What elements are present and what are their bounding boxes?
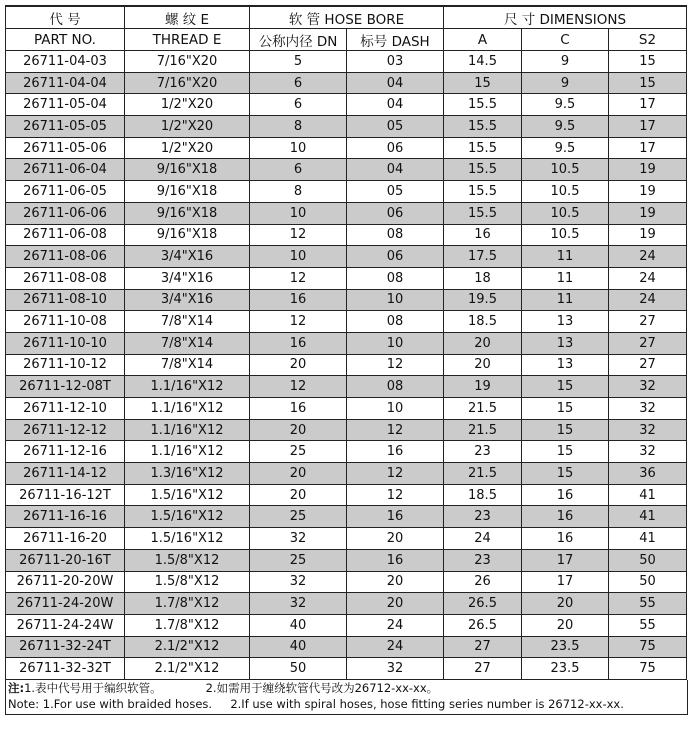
dim-a-cell: 15.5 (444, 159, 522, 181)
table-row (6, 72, 687, 94)
table-row (6, 159, 687, 181)
dash-cell: 06 (347, 137, 444, 159)
dash-cell: 20 (347, 571, 444, 593)
dim-s2-cell: 15 (609, 51, 687, 73)
table-row (6, 332, 687, 354)
dn-cell: 20 (250, 419, 347, 441)
dim-s2-cell: 24 (609, 246, 687, 268)
dim-s2-cell: 15 (609, 72, 687, 94)
table-row (6, 94, 687, 116)
dn-cell: 12 (250, 311, 347, 333)
dash-cell: 16 (347, 506, 444, 528)
dim-a-cell: 17.5 (444, 246, 522, 268)
table-row (6, 116, 687, 138)
dn-cell: 20 (250, 484, 347, 506)
notes-en-line: Note: 1.For use with braided hoses. 2.If use with spiral hoses, hose fitting series number is 26712-xx-xx. (8, 696, 624, 711)
thread-cell: 9/16"X18 (125, 159, 250, 181)
table-body (6, 51, 687, 680)
part-no-cell: 26711-08-06 (6, 246, 125, 268)
table-row (6, 419, 687, 441)
dim-a-cell: 16 (444, 224, 522, 246)
part-no-cell: 26711-05-05 (6, 116, 125, 138)
dim-s2-cell: 17 (609, 94, 687, 116)
part-no-cell: 26711-06-06 (6, 202, 125, 224)
thread-cell: 1.7/8"X12 (125, 614, 250, 636)
thread-cell: 1.5/16"X12 (125, 528, 250, 550)
dash-header: 标号 DASH (347, 29, 444, 51)
thread-cell: 1/2"X20 (125, 137, 250, 159)
dim-a-cell: 24 (444, 528, 522, 550)
part-no-header-en: PART NO. (6, 29, 125, 51)
dim-a-cell: 23 (444, 506, 522, 528)
thread-cell: 9/16"X18 (125, 224, 250, 246)
dn-cell: 12 (250, 224, 347, 246)
thread-cell: 1.3/16"X12 (125, 463, 250, 485)
fitting-dimensions-table (5, 5, 687, 680)
dn-cell: 10 (250, 202, 347, 224)
dn-cell: 5 (250, 51, 347, 73)
thread-cell: 1.5/16"X12 (125, 506, 250, 528)
dim-c-cell: 16 (522, 484, 609, 506)
dim-a-cell: 27 (444, 636, 522, 658)
part-no-cell: 26711-12-10 (6, 398, 125, 420)
part-no-cell: 26711-04-04 (6, 72, 125, 94)
dash-cell: 12 (347, 419, 444, 441)
dim-c-cell: 13 (522, 311, 609, 333)
dn-cell: 16 (250, 332, 347, 354)
dash-cell: 10 (347, 398, 444, 420)
thread-cell: 1.1/16"X12 (125, 441, 250, 463)
dim-c-cell: 9.5 (522, 116, 609, 138)
dim-a-cell: 26.5 (444, 593, 522, 615)
dn-cell: 25 (250, 549, 347, 571)
dim-c-cell: 15 (522, 463, 609, 485)
part-no-cell: 26711-05-04 (6, 94, 125, 116)
dim-a-cell: 19.5 (444, 289, 522, 311)
part-no-cell: 26711-08-10 (6, 289, 125, 311)
thread-cell: 2.1/2"X12 (125, 658, 250, 680)
dn-cell: 12 (250, 267, 347, 289)
dim-s2-header: S2 (609, 29, 687, 51)
dim-a-cell: 27 (444, 658, 522, 680)
thread-cell: 3/4"X16 (125, 289, 250, 311)
dim-c-cell: 10.5 (522, 224, 609, 246)
dim-s2-cell: 50 (609, 549, 687, 571)
part-no-cell: 26711-16-12T (6, 484, 125, 506)
dim-s2-cell: 32 (609, 376, 687, 398)
dn-cell: 8 (250, 116, 347, 138)
dn-cell: 8 (250, 181, 347, 203)
part-no-cell: 26711-08-08 (6, 267, 125, 289)
dim-a-cell: 23 (444, 441, 522, 463)
dim-a-cell: 14.5 (444, 51, 522, 73)
dim-a-cell: 15.5 (444, 137, 522, 159)
dim-a-cell: 19 (444, 376, 522, 398)
dim-s2-cell: 27 (609, 332, 687, 354)
dim-c-cell: 20 (522, 614, 609, 636)
dash-cell: 04 (347, 159, 444, 181)
part-no-cell: 26711-32-32T (6, 658, 125, 680)
dim-s2-cell: 75 (609, 658, 687, 680)
dn-header: 公称内径 DN (250, 29, 347, 51)
dim-s2-cell: 17 (609, 137, 687, 159)
dimensions-header: 尺 寸 DIMENSIONS (444, 6, 687, 29)
table-row (6, 484, 687, 506)
table-row (6, 224, 687, 246)
thread-cell: 7/16"X20 (125, 72, 250, 94)
dim-a-header: A (444, 29, 522, 51)
dim-c-cell: 10.5 (522, 181, 609, 203)
dim-a-cell: 18.5 (444, 484, 522, 506)
dim-a-cell: 26.5 (444, 614, 522, 636)
thread-cell: 9/16"X18 (125, 181, 250, 203)
dim-a-cell: 21.5 (444, 419, 522, 441)
header-row-sub (6, 29, 687, 51)
part-no-cell: 26711-12-16 (6, 441, 125, 463)
thread-cell: 1.7/8"X12 (125, 593, 250, 615)
part-no-cell: 26711-20-16T (6, 549, 125, 571)
note-cn-2: 2.如需用于缠绕软管代号改为26712-xx-xx。 (205, 680, 439, 695)
table-row (6, 658, 687, 680)
dim-c-cell: 15 (522, 419, 609, 441)
dim-a-cell: 23 (444, 549, 522, 571)
dim-s2-cell: 19 (609, 159, 687, 181)
notes-cn-line (8, 680, 687, 696)
note-cn-1: 1.表中代号用于编织软管。 (24, 680, 162, 695)
dim-s2-cell: 32 (609, 441, 687, 463)
dim-a-cell: 20 (444, 354, 522, 376)
table-row (6, 549, 687, 571)
dim-s2-cell: 19 (609, 202, 687, 224)
thread-header-en: THREAD E (125, 29, 250, 51)
dim-c-cell: 13 (522, 332, 609, 354)
dim-s2-cell: 17 (609, 116, 687, 138)
dash-cell: 08 (347, 267, 444, 289)
thread-cell: 1.1/16"X12 (125, 419, 250, 441)
table-row (6, 51, 687, 73)
dim-a-cell: 21.5 (444, 463, 522, 485)
thread-cell: 1.5/8"X12 (125, 549, 250, 571)
table-row (6, 267, 687, 289)
table-row (6, 506, 687, 528)
part-no-cell: 26711-10-10 (6, 332, 125, 354)
table-row (6, 398, 687, 420)
dn-cell: 16 (250, 398, 347, 420)
thread-cell: 3/4"X16 (125, 267, 250, 289)
table-row (6, 441, 687, 463)
dn-cell: 12 (250, 376, 347, 398)
table-row (6, 593, 687, 615)
dash-cell: 04 (347, 94, 444, 116)
dash-cell: 05 (347, 116, 444, 138)
dim-c-cell: 16 (522, 528, 609, 550)
thread-header-cn: 螺 纹 E (125, 6, 250, 29)
dash-cell: 20 (347, 593, 444, 615)
dim-s2-cell: 19 (609, 181, 687, 203)
table-row (6, 376, 687, 398)
thread-cell: 1.1/16"X12 (125, 376, 250, 398)
dim-c-cell: 9.5 (522, 94, 609, 116)
dim-a-cell: 21.5 (444, 398, 522, 420)
dim-s2-cell: 41 (609, 484, 687, 506)
dn-cell: 32 (250, 593, 347, 615)
dash-cell: 32 (347, 658, 444, 680)
part-no-cell: 26711-16-16 (6, 506, 125, 528)
dim-c-cell: 23.5 (522, 658, 609, 680)
dim-s2-cell: 19 (609, 224, 687, 246)
table-row (6, 181, 687, 203)
dn-cell: 40 (250, 614, 347, 636)
part-no-cell: 26711-06-05 (6, 181, 125, 203)
dim-c-cell: 11 (522, 289, 609, 311)
dn-cell: 10 (250, 137, 347, 159)
part-no-cell: 26711-14-12 (6, 463, 125, 485)
dim-s2-cell: 41 (609, 528, 687, 550)
dn-cell: 6 (250, 72, 347, 94)
table-row (6, 636, 687, 658)
dash-cell: 08 (347, 376, 444, 398)
dash-cell: 24 (347, 636, 444, 658)
dim-c-cell: 13 (522, 354, 609, 376)
dash-cell: 08 (347, 224, 444, 246)
notes-label: 注: (8, 680, 25, 695)
dim-s2-cell: 50 (609, 571, 687, 593)
dim-c-cell: 9 (522, 72, 609, 94)
dim-a-cell: 15 (444, 72, 522, 94)
dim-c-cell: 17 (522, 549, 609, 571)
table-row (6, 137, 687, 159)
dn-cell: 6 (250, 94, 347, 116)
dim-s2-cell: 27 (609, 354, 687, 376)
dash-cell: 20 (347, 528, 444, 550)
dim-c-cell: 9 (522, 51, 609, 73)
part-no-cell: 26711-12-08T (6, 376, 125, 398)
hose-bore-header: 软 管 HOSE BORE (250, 6, 444, 29)
dim-a-cell: 15.5 (444, 202, 522, 224)
dim-a-cell: 26 (444, 571, 522, 593)
dim-a-cell: 15.5 (444, 116, 522, 138)
dim-c-cell: 15 (522, 376, 609, 398)
spec-sheet (5, 5, 686, 715)
dim-s2-cell: 27 (609, 311, 687, 333)
dim-s2-cell: 55 (609, 614, 687, 636)
dn-cell: 16 (250, 289, 347, 311)
dash-cell: 16 (347, 549, 444, 571)
thread-cell: 7/8"X14 (125, 311, 250, 333)
table-row (6, 354, 687, 376)
dim-s2-cell: 36 (609, 463, 687, 485)
dim-c-cell: 15 (522, 398, 609, 420)
table-row (6, 463, 687, 485)
dash-cell: 10 (347, 289, 444, 311)
dash-cell: 16 (347, 441, 444, 463)
dash-cell: 05 (347, 181, 444, 203)
dash-cell: 04 (347, 72, 444, 94)
dn-cell: 50 (250, 658, 347, 680)
dash-cell: 24 (347, 614, 444, 636)
part-no-cell: 26711-10-12 (6, 354, 125, 376)
table-row (6, 246, 687, 268)
dash-cell: 12 (347, 463, 444, 485)
part-no-cell: 26711-04-03 (6, 51, 125, 73)
dn-cell: 32 (250, 528, 347, 550)
part-no-cell: 26711-32-24T (6, 636, 125, 658)
dim-c-cell: 11 (522, 267, 609, 289)
part-no-cell: 26711-20-20W (6, 571, 125, 593)
thread-cell: 1.5/8"X12 (125, 571, 250, 593)
part-no-cell: 26711-24-20W (6, 593, 125, 615)
part-no-cell: 26711-05-06 (6, 137, 125, 159)
thread-cell: 7/8"X14 (125, 354, 250, 376)
dn-cell: 32 (250, 571, 347, 593)
dash-cell: 08 (347, 311, 444, 333)
dim-s2-cell: 32 (609, 419, 687, 441)
dn-cell: 40 (250, 636, 347, 658)
dash-cell: 10 (347, 332, 444, 354)
header-row-top (6, 6, 687, 29)
table-row (6, 289, 687, 311)
dim-c-cell: 17 (522, 571, 609, 593)
notes-section (5, 680, 688, 715)
dim-c-cell: 23.5 (522, 636, 609, 658)
dash-cell: 03 (347, 51, 444, 73)
table-row (6, 571, 687, 593)
dim-c-cell: 10.5 (522, 159, 609, 181)
dn-cell: 25 (250, 506, 347, 528)
thread-cell: 9/16"X18 (125, 202, 250, 224)
dim-s2-cell: 32 (609, 398, 687, 420)
dim-c-cell: 15 (522, 441, 609, 463)
dash-cell: 06 (347, 202, 444, 224)
dim-s2-cell: 24 (609, 267, 687, 289)
dash-cell: 12 (347, 354, 444, 376)
dim-c-header: C (522, 29, 609, 51)
thread-cell: 2.1/2"X12 (125, 636, 250, 658)
dn-cell: 20 (250, 463, 347, 485)
dn-cell: 6 (250, 159, 347, 181)
dim-a-cell: 18 (444, 267, 522, 289)
part-no-cell: 26711-10-08 (6, 311, 125, 333)
thread-cell: 1/2"X20 (125, 94, 250, 116)
dim-c-cell: 10.5 (522, 202, 609, 224)
dim-s2-cell: 41 (609, 506, 687, 528)
thread-cell: 1/2"X20 (125, 116, 250, 138)
table-row (6, 202, 687, 224)
dim-a-cell: 15.5 (444, 94, 522, 116)
dash-cell: 06 (347, 246, 444, 268)
part-no-cell: 26711-24-24W (6, 614, 125, 636)
part-no-header-cn: 代 号 (6, 6, 125, 29)
dn-cell: 25 (250, 441, 347, 463)
dim-s2-cell: 24 (609, 289, 687, 311)
dim-a-cell: 20 (444, 332, 522, 354)
dim-a-cell: 15.5 (444, 181, 522, 203)
dim-c-cell: 20 (522, 593, 609, 615)
thread-cell: 7/8"X14 (125, 332, 250, 354)
dim-a-cell: 18.5 (444, 311, 522, 333)
dim-c-cell: 16 (522, 506, 609, 528)
thread-cell: 1.5/16"X12 (125, 484, 250, 506)
part-no-cell: 26711-06-04 (6, 159, 125, 181)
thread-cell: 7/16"X20 (125, 51, 250, 73)
thread-cell: 3/4"X16 (125, 246, 250, 268)
table-row (6, 614, 687, 636)
dim-c-cell: 9.5 (522, 137, 609, 159)
part-no-cell: 26711-06-08 (6, 224, 125, 246)
part-no-cell: 26711-12-12 (6, 419, 125, 441)
dn-cell: 20 (250, 354, 347, 376)
part-no-cell: 26711-16-20 (6, 528, 125, 550)
dim-s2-cell: 75 (609, 636, 687, 658)
dim-c-cell: 11 (522, 246, 609, 268)
dn-cell: 10 (250, 246, 347, 268)
dash-cell: 12 (347, 484, 444, 506)
table-row (6, 528, 687, 550)
table-row (6, 311, 687, 333)
thread-cell: 1.1/16"X12 (125, 398, 250, 420)
dim-s2-cell: 55 (609, 593, 687, 615)
